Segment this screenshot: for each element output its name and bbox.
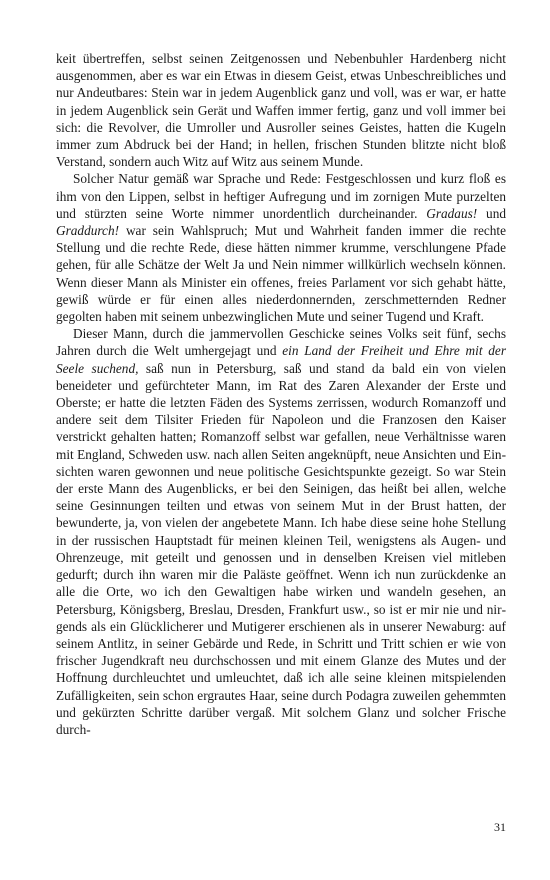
motto-gradaus: Gradaus! xyxy=(426,205,478,221)
paragraph-3-italic-phrase: ein Land der Freiheit und Ehre mit der Seele suchend, xyxy=(56,343,506,376)
paragraph-1 xyxy=(56,50,506,170)
paragraph-2 xyxy=(56,170,506,325)
paragraph-2-text: Solcher Natur gemäß war Sprache und Rede: Festgeschlossen und kurz floß es ihm von den Lippen, selbst in heftiger Aufregung und im zornigen Mute purzelten und stürzten seine Worte nimmer unordentlich durcheinander. xyxy=(56,171,506,221)
paragraph-1-text: keit übertreffen, selbst seinen Zeitgenossen und Nebenbuhler Hardenberg nicht ausgenommen, aber es war ein Etwas in diesem Geist, etwas Unbeschreibliches und nur Andeutbares: Stein war in jedem Augenblick ganz und voll, was er war, er hatte in jedem Augenblick sein Gerät und Waffen immer fertig, ganz und voll immer bei sich: die Revolver, die Umroller und Ausroller seines Geistes, hatten die Kugeln immer zum Abdruck bei der Hand; in hellen, frischen Stunden blitzte nicht bloß Verstand, sondern auch Witz auf Witz aus seinem Munde. xyxy=(56,51,506,170)
paragraph-3-text: Dieser Mann, durch die jammervollen Geschicke seines Volks seit fünf, sechs Jahren durch die Welt umhergejagt und xyxy=(56,326,506,359)
paragraph-3 xyxy=(56,325,506,738)
paragraph-3-text-cont: saß nun in Petersburg, saß und stand da bald ein von vielen beneideter und gefürchteter Mann, im Rat des Zaren Alexander der Erste und Oberste; er hatte die letzten Fäden des Systems zerrissen, wodurch Romanzoff und andere seit dem Tilsiter Frieden für Napoleon und die Franzosen den Kaiser verstrickt gehalten hatten; Romanzoff selbst war gefallen, neue Verhältnisse waren mit England, Schweden usw. nach allen Seiten angeknüpft, neue Ansichten und Einsichten waren gewonnen und neue politische Gesichtspunkte gezeigt. So war Stein der erste Mann des Augenblicks, er bei den Seinigen, das heißt bei allen, welche seine Gesinnungen teilten und etwas von seinem Mut in der Brust hatten, der bewunderte, ja, von vielen der angebetete Mann. Ich habe diese seine hohe Stellung in der russischen Hauptstadt für meinen kleinen Teil, wenigstens als Augen- und Ohrenzeuge, mit geteilt und genossen und in denselben Kreisen viel mitleben gedurft; durch ihn waren mir die Paläste geöffnet. Wenn ich nun zurückdenke an alle die Orte, wo ich den Gewaltigen habe wirken und wandeln gesehen, an Petersburg, Königsberg, Breslau, Dresden, Frankfurt usw., so ist er mir nie und nirgends als ein Glücklicherer und Mutigerer erschienen als in unserer Newaburg: auf seinem Antlitz, in seiner Gebärde und Rede, in Schritt und Tritt schien er wie von frischer Jugendkraft neu durchschossen und mit einem Glanze des Mutes und der Hoffnung durchleuchtet und umleuchtet, daß ich alle seine kleinen mitspielenden Zufälligkeiten, sein schon ergrautes Haar, seine durch Podagra zuweilen gehemmten und gekürzten Schritte darüber vergaß. Mit solchem Glanz und solcher Frische durch- xyxy=(56,360,506,737)
motto-graddurch: Graddurch! xyxy=(56,223,120,239)
body-text xyxy=(56,50,506,738)
page-number: 31 xyxy=(494,820,506,834)
paragraph-2-text-cont: war sein Wahlspruch; Mut und Wahrheit fanden immer die rechte Stellung und die rechte Rede, diese hätten nimmer krumme, verschlungene Pfade gehen, für alle Schätze der Welt Ja und Nein nimmer willkürlich wechseln können. Wenn dieser Mann als Minister ein offenes, freies Parlament vor sich gehabt hätte, gewiß würde er für einen alles niederdonnernden, zerschmetternden Redner gegolten haben mit seinem unbezwinglichen Mute und seiner Tugend und Kraft. xyxy=(56,223,506,325)
paragraph-2-connector: und xyxy=(477,205,506,221)
